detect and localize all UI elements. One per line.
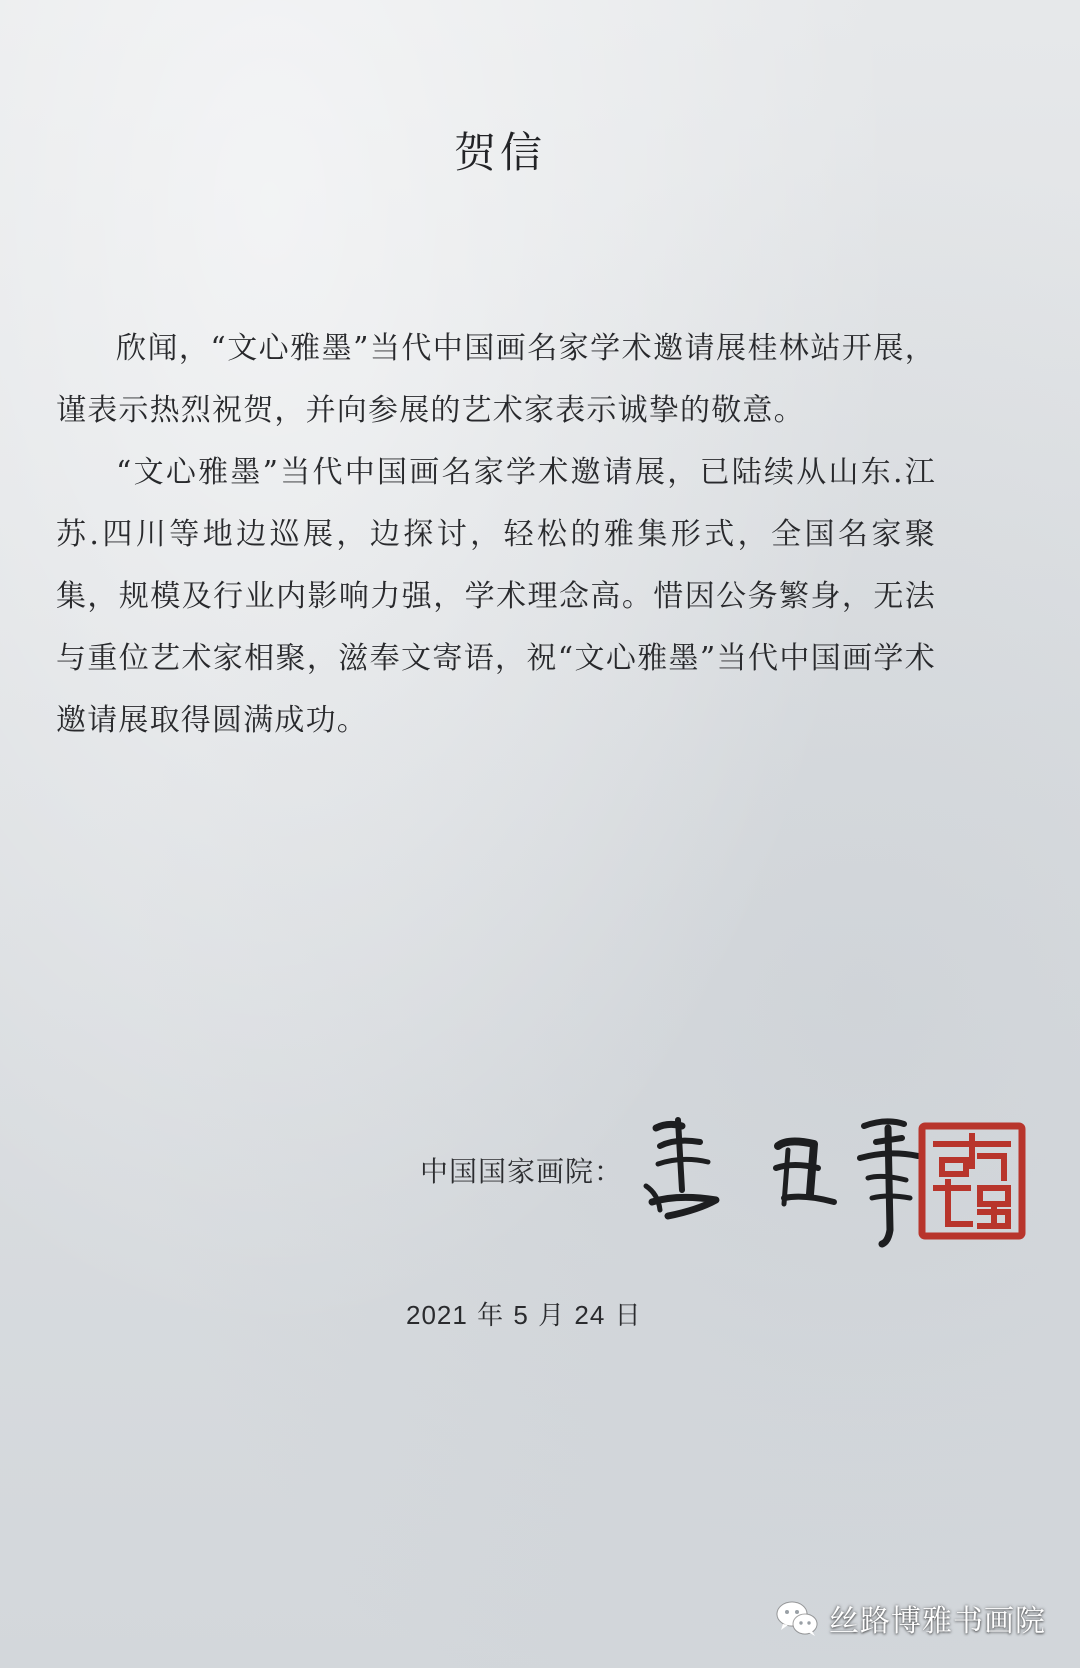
letter-paragraph-2: “文心雅墨”当代中国画名家学术邀请展，已陆续从山东.江苏.四川等地边巡展，边探讨，轻松的雅集形式，全国名家聚集，规模及行业内影响力强，学术理念高。惜因公务繁身，无法与重位艺术家相聚，滋奉文寄语，祝“文心雅墨”当代中国画学术邀请展取得圆满成功。 (56, 455, 936, 738)
letter-title: 贺信 (453, 128, 546, 177)
red-seal-stamp (918, 1122, 1026, 1240)
date-year: 2021 (406, 1300, 468, 1330)
signatory-org: 中国国家画院： (420, 1155, 624, 1188)
date-year-unit: 年 (477, 1301, 505, 1331)
handwritten-signature (638, 1098, 938, 1248)
letter-body (56, 318, 936, 752)
letter-date (406, 1295, 642, 1332)
date-day: 24 (574, 1300, 606, 1330)
letter-paragraph-1: 欣闻，“文心雅墨”当代中国画名家学术邀请展桂林站开展，谨表示热烈祝贺，并向参展的艺术家表示诚挚的敬意。 (56, 331, 936, 428)
date-day-unit: 日 (614, 1301, 642, 1331)
account-watermark (775, 1596, 1046, 1640)
date-month: 5 (513, 1300, 529, 1330)
date-month-unit: 月 (538, 1301, 566, 1331)
watermark-text: 丝路博雅书画院 (829, 1604, 1046, 1639)
wechat-icon (775, 1598, 819, 1638)
